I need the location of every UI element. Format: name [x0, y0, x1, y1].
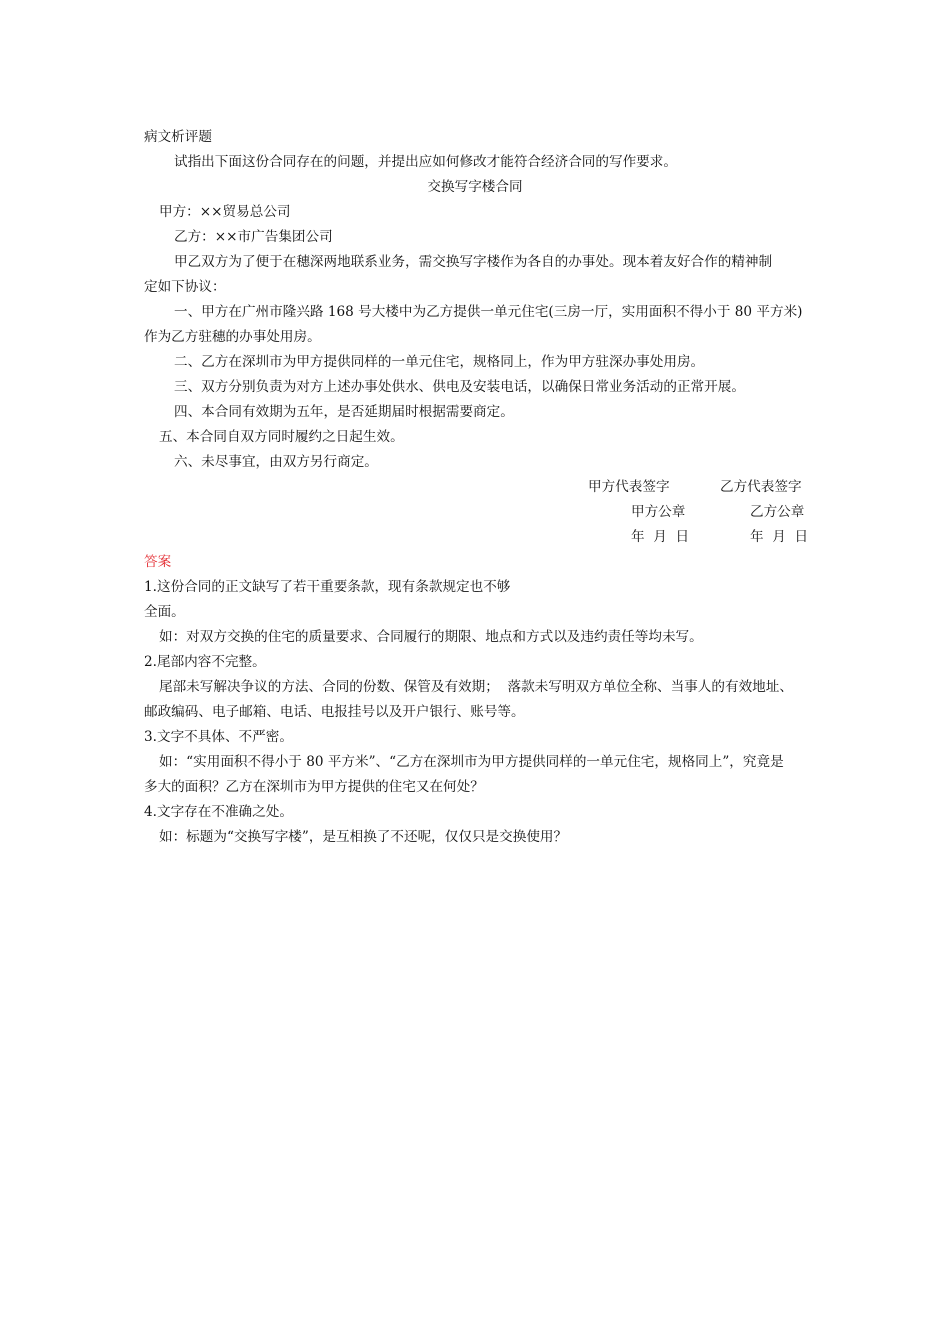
clause-2: 二、乙方在深圳市为甲方提供同样的一单元住宅，规格同上，作为甲方驻深办事处用房。 — [174, 354, 705, 370]
section-title: 病文析评题 — [144, 129, 212, 145]
answer-2-detail-line-2: 邮政编码、电子邮箱、电话、电报挂号以及开户银行、账号等。 — [144, 704, 525, 720]
clause-5: 五、本合同自双方同时履约之日起生效。 — [159, 429, 404, 445]
party-b-date: 年 月 日 — [750, 529, 809, 545]
answer-1-example: 如：对双方交换的住宅的质量要求、合同履行的期限、地点和方式以及违约责任等均未写。 — [159, 629, 703, 645]
answer-1-line-2: 全面。 — [144, 604, 185, 620]
preamble-line-2: 定如下协议： — [144, 279, 226, 295]
party-a-representative-signature: 甲方代表签字 — [588, 479, 670, 495]
party-b: 乙方：××市广告集团公司 — [174, 229, 333, 245]
clause-6: 六、未尽事宜，由双方另行商定。 — [174, 454, 378, 470]
answer-3: 3.文字不具体、不严密。 — [144, 729, 293, 745]
answer-3-example-line-2: 多大的面积？乙方在深圳市为甲方提供的住宅又在何处？ — [144, 779, 484, 795]
party-a-date: 年 月 日 — [631, 529, 690, 545]
clause-3: 三、双方分别负责为对方上述办事处供水、供电及安装电话，以确保日常业务活动的正常开展。 — [174, 379, 745, 395]
party-b-seal: 乙方公章 — [750, 504, 805, 520]
answer-4: 4.文字存在不准确之处。 — [144, 804, 293, 820]
contract-title: 交换写字楼合同 — [427, 179, 523, 195]
answer-1-line-1: 1.这份合同的正文缺写了若干重要条款，现有条款规定也不够 — [144, 579, 511, 595]
clause-1-line-1: 一、甲方在广州市隆兴路 168 号大楼中为乙方提供一单元住宅(三房一厅，实用面积不得小于 80 平方米) — [174, 304, 803, 320]
answer-4-example: 如：标题为“交换写字楼”，是互相换了不还呢，仅仅只是交换使用？ — [159, 829, 568, 845]
party-a-seal: 甲方公章 — [631, 504, 686, 520]
answer-3-example-line-1: 如：“实用面积不得小于 80 平方米”、“乙方在深圳市为甲方提供同样的一单元住宅，规格同上”，究竟是 — [159, 754, 784, 770]
party-a: 甲方：××贸易总公司 — [159, 204, 291, 220]
answer-2-detail-line-1: 尾部未写解决争议的方法、合同的份数、保管及有效期； 落款未写明双方单位全称、当事人的有效地址、 — [159, 679, 793, 695]
answer-2: 2.尾部内容不完整。 — [144, 654, 266, 670]
party-b-representative-signature: 乙方代表签字 — [720, 479, 802, 495]
instruction: 试指出下面这份合同存在的问题，并提出应如何修改才能符合经济合同的写作要求。 — [174, 154, 677, 170]
preamble-line-1: 甲乙双方为了便于在穗深两地联系业务，需交换写字楼作为各自的办事处。现本着友好合作的精神制 — [174, 254, 773, 270]
clause-1-line-2: 作为乙方驻穗的办事处用房。 — [144, 329, 321, 345]
answer-heading: 答案 — [144, 554, 172, 570]
clause-4: 四、本合同有效期为五年，是否延期届时根据需要商定。 — [174, 404, 514, 420]
